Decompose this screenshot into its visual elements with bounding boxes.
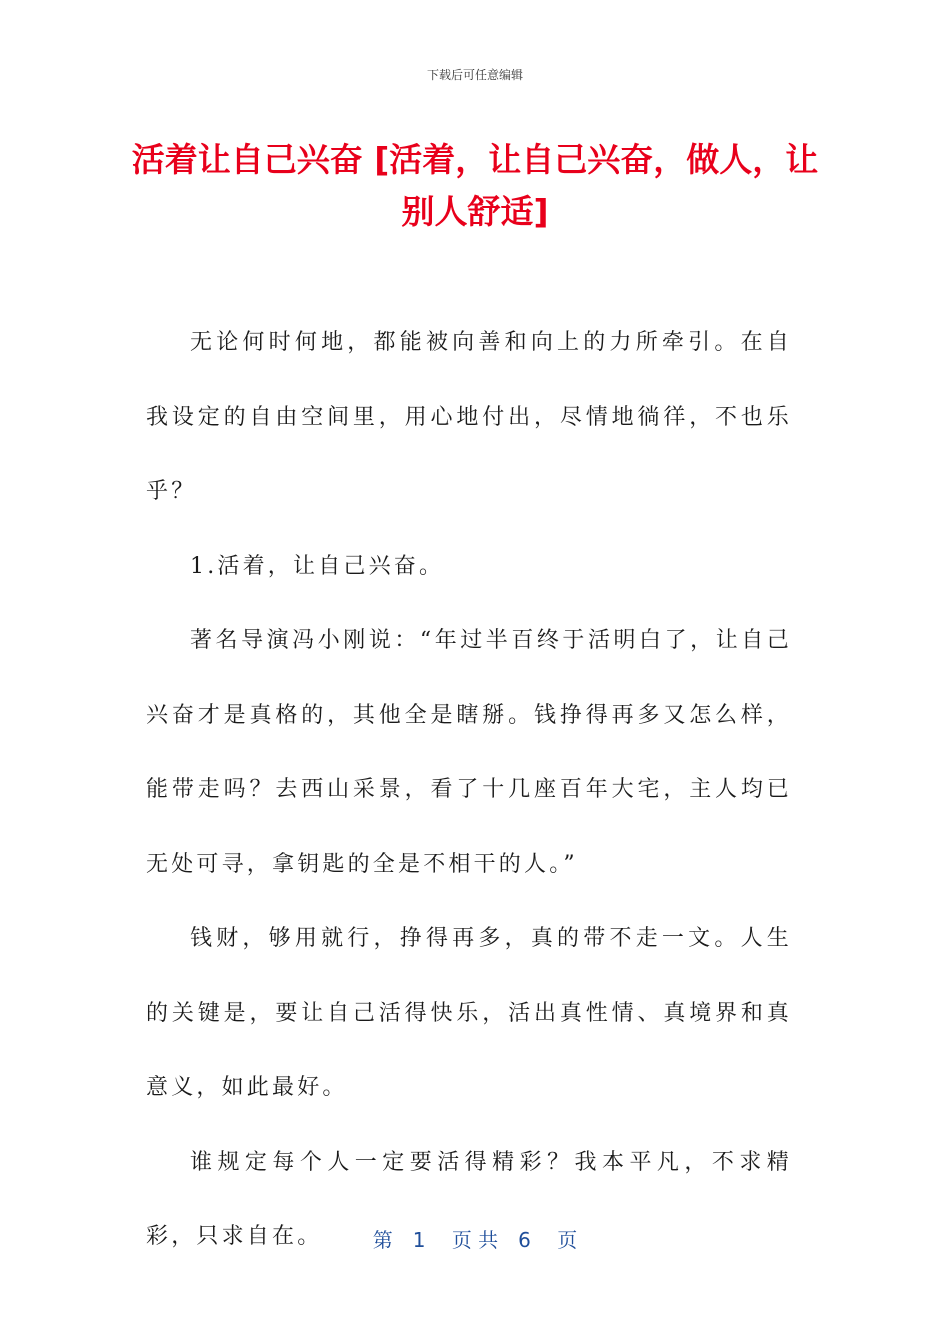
paragraph-quote: 著名导演冯小刚说：“年过半百终于活明白了，让自己兴奋才是真格的，其他全是瞎掰。钱挣得再多又怎么样，能带走吗？去西山采景，看了十几座百年大宅，主人均已无处可寻，拿钥匙的全是不相干的人。” [146,628,792,877]
header-note: 下载后可任意编辑 [426,68,523,82]
page-number: 第 1 页 共 6 页 [372,1228,578,1252]
paragraph-intro: 无论何时何地，都能被向善和向上的力所牵引。在自我设定的自由空间里，用心地付出，尽情地徜徉，不也乐乎？ [146,330,792,504]
document-title: 活着让自己兴奋 [活着，让自己兴奋，做人，让别人舒适] [131,140,819,231]
paragraph-wealth: 钱财，够用就行，挣得再多，真的带不走一文。人生的关键是，要让自己活得快乐，活出真性情、真境界和真意义，如此最好。 [146,926,792,1100]
paragraph-ordinary: 谁规定每个人一定要活得精彩？我本平凡，不求精彩，只求自在。 [146,1149,792,1249]
paragraph-section-heading: 1.活着，让自己兴奋。 [190,553,445,579]
document-body [146,306,792,1275]
